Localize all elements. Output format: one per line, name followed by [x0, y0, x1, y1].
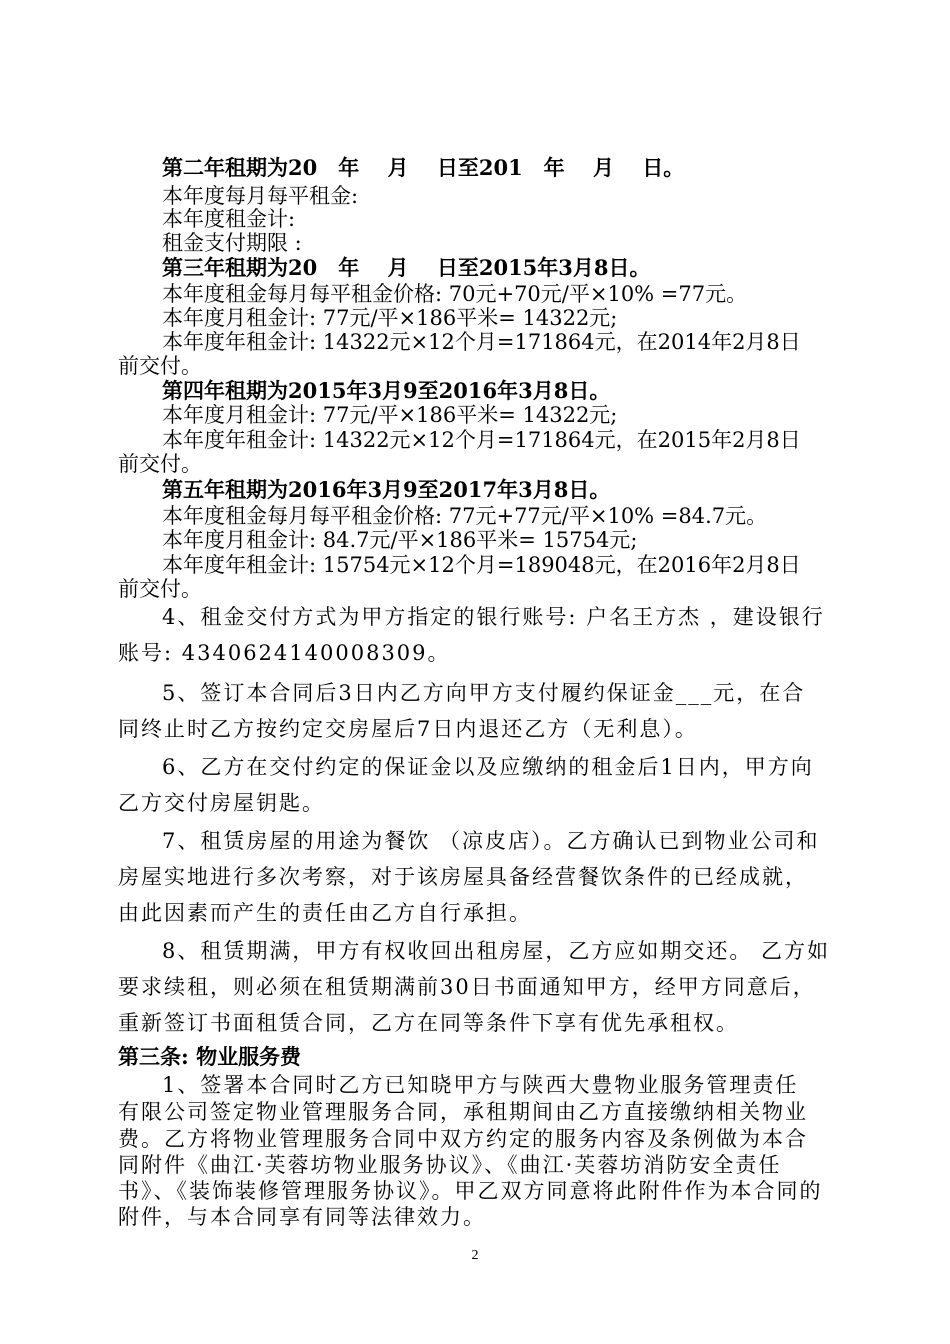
text-line: 重新签订书面租赁合同，乙方在同等条件下享有优先承租权。	[118, 1011, 739, 1035]
text-line: 本年度月租金计: 77元/平×186平米= 14322元;	[162, 403, 618, 427]
text-line: 费。乙方将物业管理服务合同中双方约定的服务内容及条例做为本合	[118, 1127, 808, 1151]
text-line: 由此因素而产生的责任由乙方自行承担。	[118, 901, 532, 925]
text-line: 前交付。	[118, 577, 202, 601]
lease-year-3-heading: 第三年租期为20 年 月 日至2015年3月8日。	[162, 255, 651, 280]
text-line: 本年度每月每平租金:	[162, 184, 359, 208]
text-line: 本年度月租金计: 77元/平×186平米= 14322元;	[162, 306, 618, 330]
clause-6: 6、乙方在交付约定的保证金以及应缴纳的租金后1日内，甲方向	[162, 755, 814, 779]
clause-7: 7、租赁房屋的用途为餐饮 （凉皮店）。乙方确认已到物业公司和	[162, 829, 820, 853]
article-3-clause-1: 1、签署本合同时乙方已知晓甲方与陕西大豊物业服务管理责任	[162, 1073, 799, 1097]
text-line: 前交付。	[118, 354, 202, 378]
text-line: 账号: 4340624140008309。	[118, 641, 451, 665]
text-line: 前交付。	[118, 452, 202, 476]
text-line: 有限公司签定物业管理服务合同，承租期间由乙方直接缴纳相关物业	[118, 1100, 808, 1124]
clause-5: 5、签订本合同后3日内乙方向甲方支付履约保证金___元，在合	[162, 681, 806, 705]
text-line: 本年度年租金计: 14322元×12个月=171864元，在2014年2月8日	[162, 330, 801, 354]
lease-year-5-heading: 第五年租期为2016年3月9至2017年3月8日。	[162, 477, 611, 502]
clause-4: 4、租金交付方式为甲方指定的银行账号: 户名王方杰 ，建设银行	[162, 605, 825, 629]
text-line: 同附件《曲江·芙蓉坊物业服务协议》、《曲江·芙蓉坊消防安全责任	[118, 1153, 782, 1177]
lease-year-4-heading: 第四年租期为2015年3月9至2016年3月8日。	[162, 378, 611, 403]
text-line: 本年度年租金计: 14322元×12个月=171864元，在2015年2月8日	[162, 428, 801, 452]
text-line: 本年度租金每月每平租金价格: 77元+77元/平×10% =84.7元。	[162, 504, 768, 528]
page-number: 2	[471, 1248, 479, 1263]
text-line: 租金支付期限 :	[162, 231, 302, 255]
text-line: 本年度租金计:	[162, 207, 296, 231]
text-line: 本年度租金每月每平租金价格: 70元+70元/平×10% =77元。	[162, 282, 748, 306]
text-line: 要求续租，则必须在租赁期满前30日书面通知甲方，经甲方同意后，	[118, 975, 816, 999]
text-line: 本年度年租金计: 15754元×12个月=189048元，在2016年2月8日	[162, 553, 801, 577]
text-line: 附件，与本合同享有同等法律效力。	[118, 1205, 486, 1229]
clause-8: 8、租赁期满，甲方有权收回出租房屋，乙方应如期交还。 乙方如	[162, 939, 831, 963]
lease-year-2-heading: 第二年租期为20 年 月 日至201 年 月 日。	[162, 155, 685, 180]
text-line: 乙方交付房屋钥匙。	[118, 791, 325, 815]
text-line: 书》、《装饰装修管理服务协议》。甲乙双方同意将此附件作为本合同的	[118, 1179, 823, 1203]
text-line: 房屋实地进行多次考察，对于该房屋具备经营餐饮条件的已经成就，	[118, 865, 808, 889]
text-line: 同终止时乙方按约定交房屋后7日内退还乙方（无利息）。	[118, 717, 698, 741]
article-3-heading: 第三条: 物业服务费	[118, 1044, 302, 1069]
text-line: 本年度月租金计: 84.7元/平×186平米= 15754元;	[162, 528, 638, 552]
